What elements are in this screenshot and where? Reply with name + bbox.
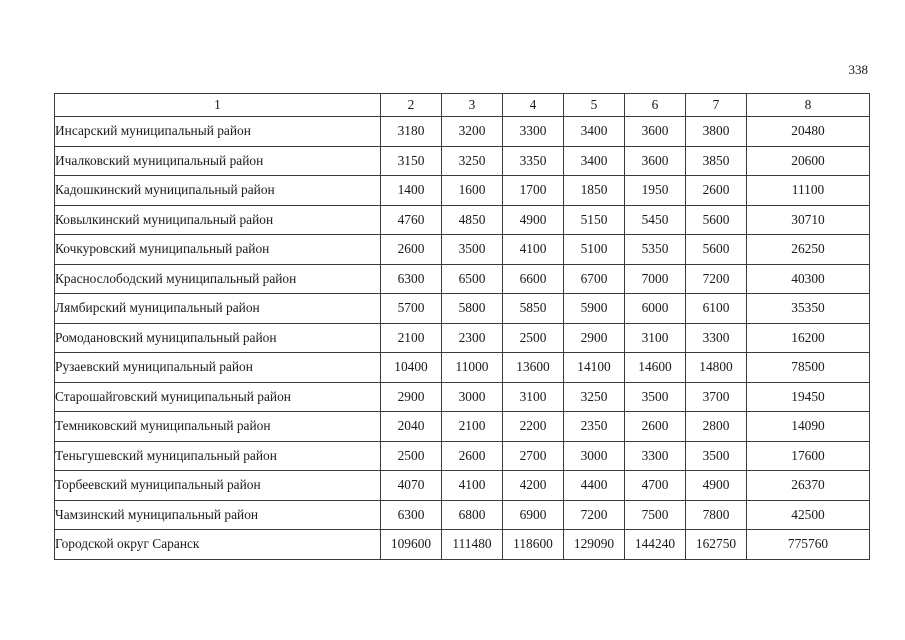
table-row: [55, 117, 870, 147]
value-cell: 2600: [625, 412, 686, 442]
value-cell: 2200: [503, 412, 564, 442]
value-cell: 14800: [686, 353, 747, 383]
total-cell: 35350: [747, 294, 870, 324]
value-cell: 1850: [564, 176, 625, 206]
district-name-cell: Рузаевский муниципальный район: [55, 353, 381, 383]
value-cell: 1400: [381, 176, 442, 206]
value-cell: 4760: [381, 205, 442, 235]
value-cell: 3000: [564, 441, 625, 471]
value-cell: 3800: [686, 117, 747, 147]
value-cell: 2600: [686, 176, 747, 206]
value-cell: 3700: [686, 382, 747, 412]
district-name-cell: Темниковский муниципальный район: [55, 412, 381, 442]
value-cell: 2600: [381, 235, 442, 265]
value-cell: 2350: [564, 412, 625, 442]
table-row: [55, 264, 870, 294]
district-name-cell: Лямбирский муниципальный район: [55, 294, 381, 324]
value-cell: 6800: [442, 500, 503, 530]
value-cell: 3180: [381, 117, 442, 147]
value-cell: 4100: [442, 471, 503, 501]
table-row: [55, 146, 870, 176]
value-cell: 14600: [625, 353, 686, 383]
value-cell: 4700: [625, 471, 686, 501]
district-name-cell: Краснослободский муниципальный район: [55, 264, 381, 294]
district-name-cell: Кочкуровский муниципальный район: [55, 235, 381, 265]
value-cell: 3500: [625, 382, 686, 412]
value-cell: 5100: [564, 235, 625, 265]
value-cell: 2600: [442, 441, 503, 471]
total-cell: 26370: [747, 471, 870, 501]
value-cell: 5600: [686, 235, 747, 265]
value-cell: 6300: [381, 500, 442, 530]
column-header: 1: [55, 94, 381, 117]
value-cell: 7200: [564, 500, 625, 530]
value-cell: 2500: [381, 441, 442, 471]
district-name-cell: Теньгушевский муниципальный район: [55, 441, 381, 471]
table-row: [55, 353, 870, 383]
value-cell: 4850: [442, 205, 503, 235]
value-cell: 2100: [381, 323, 442, 353]
value-cell: 2500: [503, 323, 564, 353]
value-cell: 2800: [686, 412, 747, 442]
value-cell: 7000: [625, 264, 686, 294]
value-cell: 2040: [381, 412, 442, 442]
total-cell: 30710: [747, 205, 870, 235]
value-cell: 10400: [381, 353, 442, 383]
value-cell: 5150: [564, 205, 625, 235]
value-cell: 3500: [686, 441, 747, 471]
total-cell: 26250: [747, 235, 870, 265]
value-cell: 1600: [442, 176, 503, 206]
value-cell: 6500: [442, 264, 503, 294]
value-cell: 3300: [625, 441, 686, 471]
value-cell: 3400: [564, 146, 625, 176]
district-name-cell: Старошайговский муниципальный район: [55, 382, 381, 412]
page-number: 338: [848, 62, 868, 77]
table-row: [55, 323, 870, 353]
value-cell: 5850: [503, 294, 564, 324]
value-cell: 111480: [442, 530, 503, 560]
value-cell: 3350: [503, 146, 564, 176]
value-cell: 4200: [503, 471, 564, 501]
column-header: 5: [564, 94, 625, 117]
value-cell: 3100: [503, 382, 564, 412]
district-name-cell: Ковылкинский муниципальный район: [55, 205, 381, 235]
value-cell: 6000: [625, 294, 686, 324]
total-cell: 42500: [747, 500, 870, 530]
value-cell: 3400: [564, 117, 625, 147]
total-cell: 775760: [747, 530, 870, 560]
value-cell: 2300: [442, 323, 503, 353]
value-cell: 1950: [625, 176, 686, 206]
value-cell: 4900: [503, 205, 564, 235]
value-cell: 109600: [381, 530, 442, 560]
value-cell: 3250: [564, 382, 625, 412]
value-cell: 3100: [625, 323, 686, 353]
district-name-cell: Чамзинский муниципальный район: [55, 500, 381, 530]
value-cell: 11000: [442, 353, 503, 383]
value-cell: 3250: [442, 146, 503, 176]
district-name-cell: Кадошкинский муниципальный район: [55, 176, 381, 206]
header-row: [55, 94, 870, 117]
value-cell: 13600: [503, 353, 564, 383]
table-row: [55, 530, 870, 560]
value-cell: 3300: [503, 117, 564, 147]
total-cell: 11100: [747, 176, 870, 206]
value-cell: 2700: [503, 441, 564, 471]
district-name-cell: Торбеевский муниципальный район: [55, 471, 381, 501]
district-name-cell: Ромодановский муниципальный район: [55, 323, 381, 353]
total-cell: 17600: [747, 441, 870, 471]
value-cell: 3300: [686, 323, 747, 353]
table-body: [55, 117, 870, 560]
value-cell: 5350: [625, 235, 686, 265]
value-cell: 1700: [503, 176, 564, 206]
total-cell: 20480: [747, 117, 870, 147]
total-cell: 19450: [747, 382, 870, 412]
value-cell: 6600: [503, 264, 564, 294]
column-header: 6: [625, 94, 686, 117]
value-cell: 3500: [442, 235, 503, 265]
value-cell: 7200: [686, 264, 747, 294]
column-header: 2: [381, 94, 442, 117]
district-name-cell: Ичалковский муниципальный район: [55, 146, 381, 176]
value-cell: 5450: [625, 205, 686, 235]
column-header: 8: [747, 94, 870, 117]
table-row: [55, 235, 870, 265]
value-cell: 5900: [564, 294, 625, 324]
value-cell: 4070: [381, 471, 442, 501]
value-cell: 4900: [686, 471, 747, 501]
table-row: [55, 382, 870, 412]
value-cell: 3850: [686, 146, 747, 176]
value-cell: 4100: [503, 235, 564, 265]
value-cell: 129090: [564, 530, 625, 560]
value-cell: 5800: [442, 294, 503, 324]
value-cell: 5600: [686, 205, 747, 235]
column-header: 4: [503, 94, 564, 117]
value-cell: 4400: [564, 471, 625, 501]
value-cell: 7500: [625, 500, 686, 530]
total-cell: 16200: [747, 323, 870, 353]
value-cell: 14100: [564, 353, 625, 383]
value-cell: 3200: [442, 117, 503, 147]
district-name-cell: Городской округ Саранск: [55, 530, 381, 560]
value-cell: 7800: [686, 500, 747, 530]
total-cell: 78500: [747, 353, 870, 383]
value-cell: 162750: [686, 530, 747, 560]
table-row: [55, 441, 870, 471]
value-cell: 3000: [442, 382, 503, 412]
value-cell: 6900: [503, 500, 564, 530]
column-header: 7: [686, 94, 747, 117]
total-cell: 14090: [747, 412, 870, 442]
data-table: [54, 93, 870, 560]
table-row: [55, 412, 870, 442]
value-cell: 6100: [686, 294, 747, 324]
value-cell: 3600: [625, 117, 686, 147]
district-name-cell: Инсарский муниципальный район: [55, 117, 381, 147]
value-cell: 6300: [381, 264, 442, 294]
table-row: [55, 205, 870, 235]
value-cell: 2900: [381, 382, 442, 412]
value-cell: 5700: [381, 294, 442, 324]
value-cell: 118600: [503, 530, 564, 560]
column-header: 3: [442, 94, 503, 117]
total-cell: 40300: [747, 264, 870, 294]
table-row: [55, 176, 870, 206]
value-cell: 3600: [625, 146, 686, 176]
value-cell: 3150: [381, 146, 442, 176]
value-cell: 144240: [625, 530, 686, 560]
table-row: [55, 471, 870, 501]
total-cell: 20600: [747, 146, 870, 176]
value-cell: 2900: [564, 323, 625, 353]
table-row: [55, 500, 870, 530]
value-cell: 2100: [442, 412, 503, 442]
value-cell: 6700: [564, 264, 625, 294]
table-row: [55, 294, 870, 324]
